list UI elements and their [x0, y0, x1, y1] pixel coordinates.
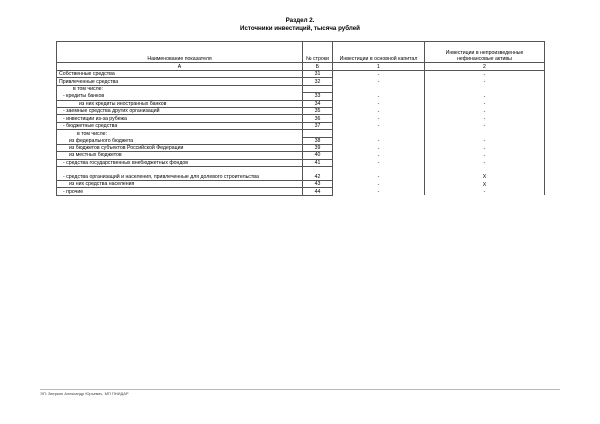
signature-footer: ЭП: Зверкин Александр Юрьевич, МП ПНИДАР	[40, 391, 129, 396]
row-name: - инвестиции из-за рубежа	[57, 115, 303, 122]
row-number: 37	[303, 122, 333, 129]
row-number: 32	[303, 78, 333, 85]
table-row	[57, 137, 545, 144]
fixed-capital-value: -	[333, 181, 425, 188]
row-name: - прочие	[57, 188, 303, 195]
letter-cell: А	[57, 63, 303, 71]
table-row	[57, 152, 545, 159]
row-name: из местных бюджетов	[57, 152, 303, 159]
row-number: 40	[303, 152, 333, 159]
nonfinancial-value: -	[425, 78, 545, 85]
nonfinancial-value: -	[425, 71, 545, 78]
nonfinancial-value	[425, 130, 545, 137]
fixed-capital-value: -	[333, 93, 425, 100]
row-name: из них кредиты иностранных банков	[57, 100, 303, 107]
row-name: - бюджетные средства	[57, 122, 303, 129]
letter-cell: Б	[303, 63, 333, 71]
fixed-capital-value: -	[333, 78, 425, 85]
investment-sources-table	[56, 41, 545, 196]
row-number: 41	[303, 159, 333, 166]
row-number: 36	[303, 115, 333, 122]
footer-divider	[40, 389, 560, 390]
table-row	[57, 85, 545, 92]
row-name: - заемные средства других организаций	[57, 107, 303, 114]
table-row	[57, 144, 545, 151]
table-row	[57, 93, 545, 100]
row-number	[303, 130, 333, 137]
row-number: 34	[303, 100, 333, 107]
row-name: в том числе:	[57, 85, 303, 92]
row-name: - средства организаций и населения, привлеченные для долевого строительства	[57, 167, 303, 181]
nonfinancial-value: X	[425, 181, 545, 188]
row-name: из федерального бюджета	[57, 137, 303, 144]
table-row	[57, 71, 545, 78]
row-number	[303, 85, 333, 92]
nonfinancial-value: -	[425, 144, 545, 151]
fixed-capital-value: -	[333, 115, 425, 122]
table-row	[57, 115, 545, 122]
row-number: 33	[303, 93, 333, 100]
row-number: 42	[303, 167, 333, 181]
fixed-capital-value: -	[333, 122, 425, 129]
header-indicator-name: Наименование показателя	[57, 42, 303, 63]
fixed-capital-value: -	[333, 144, 425, 151]
fixed-capital-value: -	[333, 152, 425, 159]
row-name: в том числе:	[57, 130, 303, 137]
fixed-capital-value: -	[333, 71, 425, 78]
row-name: Привлеченные средства	[57, 78, 303, 85]
row-number: 39	[303, 144, 333, 151]
nonfinancial-value: -	[425, 137, 545, 144]
fixed-capital-value: -	[333, 167, 425, 181]
row-name: из них средства населения	[57, 181, 303, 188]
letter-cell: 2	[425, 63, 545, 71]
header-fixed-capital: Инвестиции в основной капитал	[333, 42, 425, 63]
header-row-number: № строки	[303, 42, 333, 63]
header-nonfinancial-assets: Инвестиции в непроизведенные нефинансовые активы	[425, 42, 545, 63]
fixed-capital-value	[333, 85, 425, 92]
table-title: Источники инвестиций, тысяча рублей	[240, 25, 360, 32]
nonfinancial-value: -	[425, 100, 545, 107]
row-number: 44	[303, 188, 333, 195]
table-row	[57, 130, 545, 137]
nonfinancial-value	[425, 85, 545, 92]
letter-cell: 1	[333, 63, 425, 71]
table-row	[57, 167, 545, 181]
table-row	[57, 188, 545, 195]
table-row	[57, 122, 545, 129]
table-row	[57, 78, 545, 85]
table-row	[57, 100, 545, 107]
table-row	[57, 107, 545, 114]
fixed-capital-value: -	[333, 107, 425, 114]
table-row	[57, 181, 545, 188]
nonfinancial-value: -	[425, 107, 545, 114]
nonfinancial-value: -	[425, 93, 545, 100]
row-name: - средства государственных внебюджетных фондов	[57, 159, 303, 166]
fixed-capital-value	[333, 130, 425, 137]
nonfinancial-value: X	[425, 167, 545, 181]
fixed-capital-value: -	[333, 137, 425, 144]
row-number: 35	[303, 107, 333, 114]
nonfinancial-value: -	[425, 188, 545, 195]
nonfinancial-value: -	[425, 122, 545, 129]
nonfinancial-value: -	[425, 159, 545, 166]
row-name: - кредиты банков	[57, 93, 303, 100]
row-number: 43	[303, 181, 333, 188]
row-name: из бюджетов субъектов Российской Федерации	[57, 144, 303, 151]
row-number: 31	[303, 71, 333, 78]
nonfinancial-value: -	[425, 115, 545, 122]
row-name: Собственные средства	[57, 71, 303, 78]
nonfinancial-value: -	[425, 152, 545, 159]
fixed-capital-value: -	[333, 100, 425, 107]
table-row	[57, 159, 545, 166]
fixed-capital-value: -	[333, 188, 425, 195]
row-number: 38	[303, 137, 333, 144]
section-heading: Раздел 2.	[285, 17, 315, 24]
fixed-capital-value: -	[333, 159, 425, 166]
